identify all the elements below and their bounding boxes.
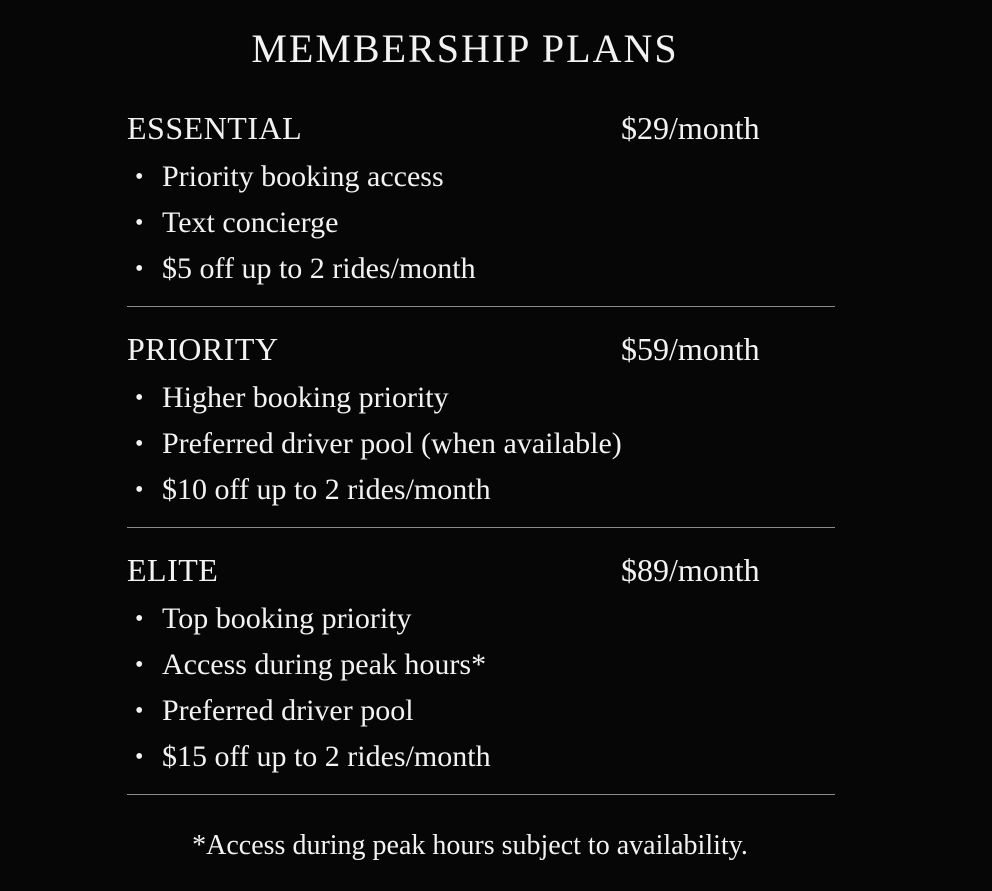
page-title: MEMBERSHIP PLANS (251, 26, 679, 71)
feature-text: Priority booking access (162, 160, 444, 193)
bullet-icon: • (135, 477, 144, 503)
bullet-icon: • (135, 431, 144, 457)
bullet-icon: • (135, 652, 144, 678)
feature-list (127, 154, 835, 306)
plan-header (127, 108, 835, 154)
feature-item (135, 154, 835, 200)
feature-item (135, 375, 835, 421)
feature-text: Text concierge (162, 206, 339, 239)
plan-price: $59/month (621, 331, 760, 367)
bullet-icon: • (135, 744, 144, 770)
plan-price: $29/month (621, 110, 760, 146)
plan-header (127, 329, 835, 375)
footnote: *Access during peak hours subject to availability. (192, 830, 748, 861)
bullet-icon: • (135, 164, 144, 190)
bullet-icon: • (135, 210, 144, 236)
feature-item (135, 246, 835, 292)
plan-header (127, 550, 835, 596)
plan-price: $89/month (621, 552, 760, 588)
feature-text: $15 off up to 2 rides/month (162, 740, 491, 773)
feature-item (135, 421, 835, 467)
feature-text: Access during peak hours* (162, 648, 487, 681)
plan-priority (127, 329, 835, 528)
plans-list (127, 108, 835, 795)
plan-name: ESSENTIAL (127, 110, 303, 146)
plan-name: ELITE (127, 552, 219, 588)
feature-text: Higher booking priority (162, 381, 449, 414)
feature-list (127, 596, 835, 794)
bullet-icon: • (135, 606, 144, 632)
feature-item (135, 200, 835, 246)
feature-text: Top booking priority (162, 602, 412, 635)
feature-text: $5 off up to 2 rides/month (162, 252, 476, 285)
bullet-icon: • (135, 385, 144, 411)
plan-essential (127, 108, 835, 307)
plan-name: PRIORITY (127, 331, 279, 367)
feature-item (135, 596, 835, 642)
feature-text: Preferred driver pool (162, 694, 414, 727)
feature-text: Preferred driver pool (when available) (162, 427, 622, 460)
bullet-icon: • (135, 256, 144, 282)
feature-list (127, 375, 835, 527)
bullet-icon: • (135, 698, 144, 724)
plan-elite (127, 550, 835, 795)
feature-item (135, 734, 835, 780)
feature-item (135, 467, 835, 513)
feature-text: $10 off up to 2 rides/month (162, 473, 491, 506)
feature-item (135, 642, 835, 688)
feature-item (135, 688, 835, 734)
